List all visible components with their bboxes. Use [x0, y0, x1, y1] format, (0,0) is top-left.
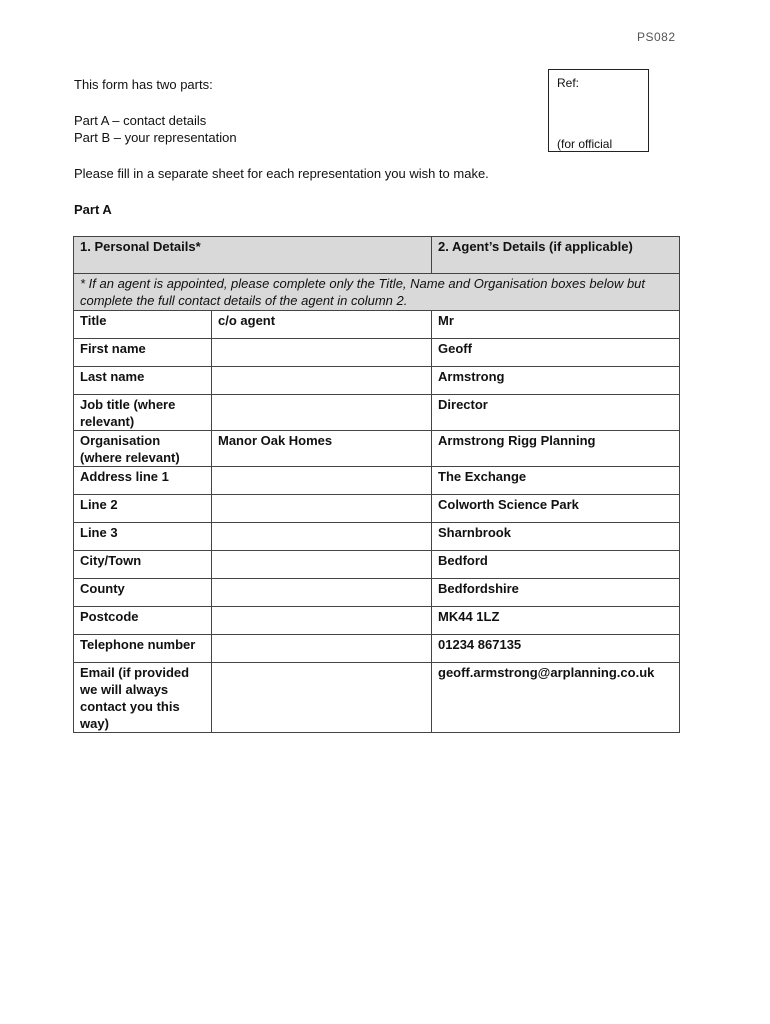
table-row — [74, 607, 680, 635]
table-row — [74, 579, 680, 607]
table-row — [74, 431, 680, 467]
intro-text: This form has two parts: — [74, 77, 213, 92]
agent-job-title-field[interactable]: Director — [432, 395, 680, 431]
agent-postcode-field[interactable]: MK44 1LZ — [432, 607, 680, 635]
personal-organisation-field[interactable]: Manor Oak Homes — [212, 431, 432, 467]
ref-label: Ref: — [557, 76, 580, 90]
agent-note: * If an agent is appointed, please complete only the Title, Name and Organisation boxes below but complete the full contact details of the agent in column 2. — [74, 274, 680, 311]
personal-city-town-field[interactable] — [212, 551, 432, 579]
row-label-job-title: Job title (where relevant) — [74, 395, 212, 431]
row-label-last-name: Last name — [74, 367, 212, 395]
agent-line-3-field[interactable]: Sharnbrook — [432, 523, 680, 551]
table-row — [74, 311, 680, 339]
row-label-address-line-1: Address line 1 — [74, 467, 212, 495]
agent-line-2-field[interactable]: Colworth Science Park — [432, 495, 680, 523]
agent-last-name-field[interactable]: Armstrong — [432, 367, 680, 395]
agent-telephone-field[interactable]: 01234 867135 — [432, 635, 680, 663]
agent-first-name-field[interactable]: Geoff — [432, 339, 680, 367]
table-row — [74, 551, 680, 579]
part-a-heading: Part A — [74, 202, 112, 217]
personal-first-name-field[interactable] — [212, 339, 432, 367]
part-b-description: Part B – your representation — [74, 130, 237, 145]
table-row — [74, 467, 680, 495]
contact-details-table — [73, 236, 680, 733]
table-row — [74, 395, 680, 431]
table-row — [74, 523, 680, 551]
table-row — [74, 495, 680, 523]
personal-email-field[interactable] — [212, 663, 432, 733]
personal-county-field[interactable] — [212, 579, 432, 607]
personal-line-2-field[interactable] — [212, 495, 432, 523]
personal-telephone-field[interactable] — [212, 635, 432, 663]
row-label-county: County — [74, 579, 212, 607]
agent-city-town-field[interactable]: Bedford — [432, 551, 680, 579]
table-row — [74, 663, 680, 733]
agent-email-field[interactable]: geoff.armstrong@arplanning.co.uk — [432, 663, 680, 733]
table-row — [74, 367, 680, 395]
row-label-line-2: Line 2 — [74, 495, 212, 523]
row-label-first-name: First name — [74, 339, 212, 367]
personal-job-title-field[interactable] — [212, 395, 432, 431]
table-row — [74, 339, 680, 367]
row-label-title: Title — [74, 311, 212, 339]
personal-address-line-1-field[interactable] — [212, 467, 432, 495]
row-label-line-3: Line 3 — [74, 523, 212, 551]
document-code: PS082 — [637, 30, 676, 44]
row-label-postcode: Postcode — [74, 607, 212, 635]
row-label-city-town: City/Town — [74, 551, 212, 579]
agent-address-line-1-field[interactable]: The Exchange — [432, 467, 680, 495]
ref-official-note: (for official — [557, 137, 613, 151]
instruction-text: Please fill in a separate sheet for each representation you wish to make. — [74, 166, 489, 181]
row-label-organisation: Organisation (where relevant) — [74, 431, 212, 467]
personal-details-header: 1. Personal Details* — [74, 237, 432, 274]
table-row — [74, 635, 680, 663]
personal-postcode-field[interactable] — [212, 607, 432, 635]
row-label-email: Email (if provided we will always contact you this way) — [74, 663, 212, 733]
agent-county-field[interactable]: Bedfordshire — [432, 579, 680, 607]
agent-organisation-field[interactable]: Armstrong Rigg Planning — [432, 431, 680, 467]
row-label-telephone: Telephone number — [74, 635, 212, 663]
official-ref-box — [548, 69, 649, 152]
personal-title-field[interactable]: c/o agent — [212, 311, 432, 339]
agent-title-field[interactable]: Mr — [432, 311, 680, 339]
personal-last-name-field[interactable] — [212, 367, 432, 395]
personal-line-3-field[interactable] — [212, 523, 432, 551]
agent-details-header: 2. Agent’s Details (if applicable) — [432, 237, 680, 274]
part-a-description: Part A – contact details — [74, 113, 207, 128]
